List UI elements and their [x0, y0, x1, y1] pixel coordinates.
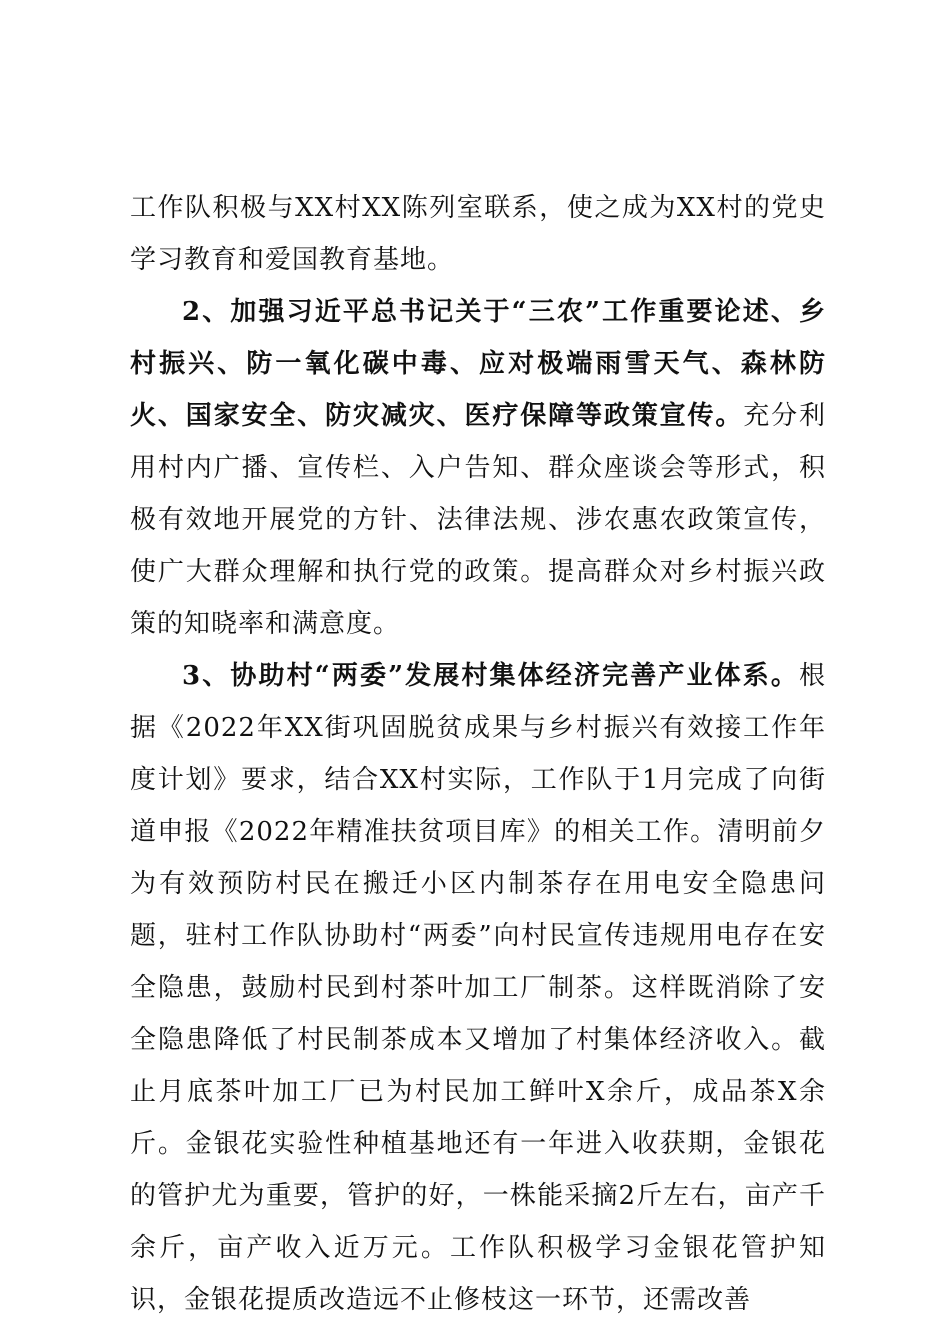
document-body — [130, 182, 826, 1326]
paragraph-1-text: 工作队积极与XX村XX陈列室联系，使之成为XX村的党史学习教育和爱国教育基地。 — [130, 193, 826, 275]
paragraph-2-text: 充分利用村内广播、宣传栏、入户告知、群众座谈会等形式，积极有效地开展党的方针、法律法规、涉农惠农政策宣传，使广大群众理解和执行党的政策。提高群众对乡村振兴政策的知晓率和满意度。 — [130, 401, 826, 639]
paragraph-2-heading: 2、加强习近平总书记关于“三农”工作重要论述、乡村振兴、防一氧化碳中毒、应对极端雨雪天气、森林防火、国家安全、防灾减灾、医疗保障等政策宣传。 — [130, 297, 826, 431]
paragraph-3 — [130, 650, 826, 1326]
paragraph-3-text: 根据《2022年XX街巩固脱贫成果与乡村振兴有效接工作年度计划》要求，结合XX村实际，工作队于1月完成了向街道申报《2022年精准扶贫项目库》的相关工作。清明前夕为有效预防村民在搬迁小区内制茶存在用电安全隐患问题，驻村工作队协助村“两委”向村民宣传违规用电存在安全隐患，鼓励村民到村茶叶加工厂制茶。这样既消除了安全隐患降低了村民制茶成本又增加了村集体经济收入。截止月底茶叶加工厂已为村民加工鲜叶X余斤，成品茶X余斤。金银花实验性种植基地还有一年进入收获期，金银花的管护尤为重要，管护的好，一株能采摘2斤左右，亩产千余斤，亩产收入近万元。工作队积极学习金银花管护知识，金银花提质改造远不止修枝这一环节，还需改善 — [130, 661, 826, 1315]
paragraph-1 — [130, 182, 826, 286]
paragraph-2 — [130, 286, 826, 650]
paragraph-3-heading: 3、协助村“两委”发展村集体经济完善产业体系。 — [182, 661, 799, 691]
